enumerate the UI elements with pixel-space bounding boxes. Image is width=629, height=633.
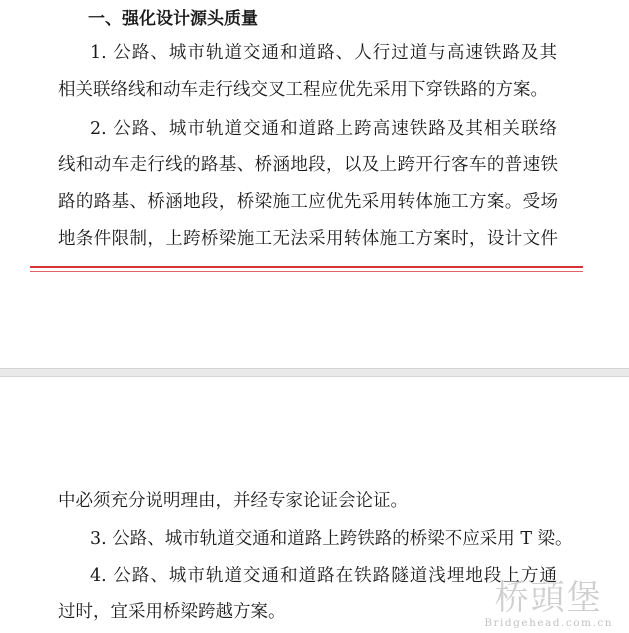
document-page-top: 一、强化设计源头质量 1. 公路、城市轨道交通和道路、人行过道与高速铁路及其 相关联络线和动车走行线交叉工程应优先采用下穿铁路的方案。 2. 公路、城市轨道交通和道路上跨高速铁路及其相关联络 线和动车走行线的路基、桥涵地段，以及上跨开行客车的普速铁 路的路基、桥涵地段，桥梁施工应优先采用转体施工方案。受场 地条件限制，上跨桥梁施工无法采用转体施工方案时，设计文件	[0, 0, 629, 368]
paragraph-2-line-1: 2. 公路、城市轨道交通和道路上跨高速铁路及其相关联络	[90, 119, 557, 139]
red-divider-line	[30, 266, 583, 268]
watermark-brand-text: 桥頭堡	[494, 578, 603, 618]
watermark-url: Bridgehead.com.cn	[484, 617, 613, 629]
paragraph-2-line-2: 线和动车走行线的路基、桥涵地段，以及上跨开行客车的普速铁	[58, 155, 558, 175]
paragraph-2-line-3: 路的路基、桥涵地段，桥梁施工应优先采用转体施工方案。受场	[58, 192, 558, 212]
bridgehead-watermark-logo	[484, 579, 613, 629]
paragraph-2-line-4: 地条件限制，上跨桥梁施工无法采用转体施工方案时，设计文件	[58, 229, 558, 249]
document-page-bottom: 中必须充分说明理由，并经专家论证会论证。 3. 公路、城市轨道交通和道路上跨铁路的桥梁不应采用 T 梁。 4. 公路、城市轨道交通和道路在铁路隧道浅埋地段上方通 过时，宜采用桥梁跨越方案。 桥頭堡 Bridgehead.com.cn	[0, 377, 629, 633]
paragraph-1-line-1: 1. 公路、城市轨道交通和道路、人行过道与高速铁路及其	[90, 43, 557, 63]
page-separator	[0, 368, 629, 377]
red-divider-line-thin	[30, 271, 583, 272]
section-heading: 一、强化设计源头质量	[88, 9, 258, 29]
paragraph-4-line-1: 4. 公路、城市轨道交通和道路在铁路隧道浅埋地段上方通	[90, 566, 557, 586]
